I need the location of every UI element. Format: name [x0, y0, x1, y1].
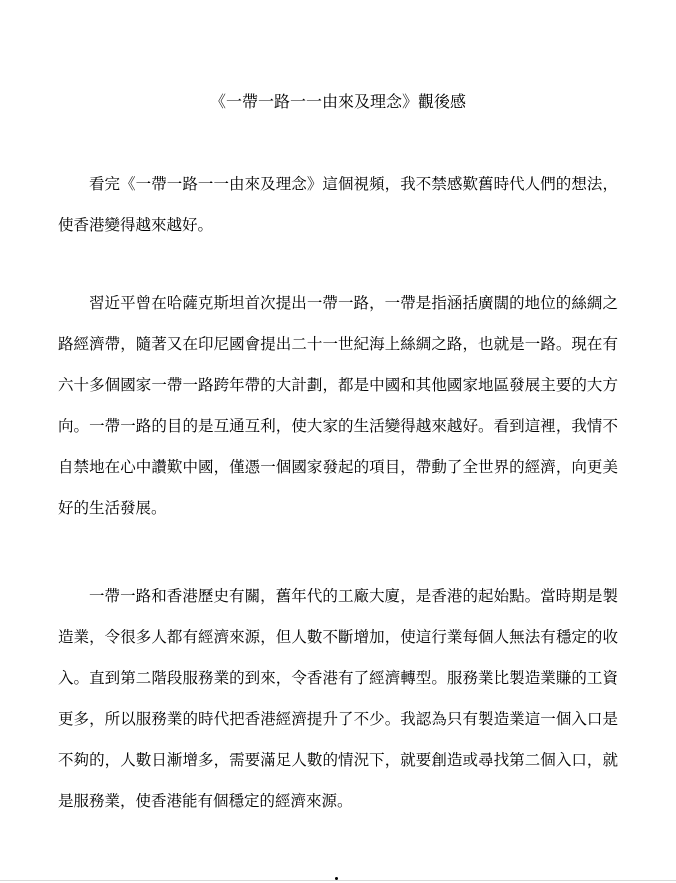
- page-bottom-divider: [0, 880, 676, 881]
- paragraph-belt-and-road: 習近平曾在哈薩克斯坦首次提出一帶一路，一帶是指涵括廣闊的地位的絲綢之路經濟帶，隨著又在印尼國會提出二十一世紀海上絲綢之路，也就是一路。現在有六十多個國家一帶一路跨年帶的大計劃，都是中國和其他國家地區發展主要的大方向。一帶一路的目的是互通互利，使大家的生活變得越來越好。看到這裡，我情不自禁地在心中讚歎中國，僅憑一個國家發起的項目，帶動了全世界的經濟，向更美好的生活發展。: [58, 294, 618, 517]
- paragraph-intro: 看完《一帶一路一一由來及理念》這個視頻，我不禁感歎舊時代人們的想法，使香港變得越來越好。: [58, 175, 618, 234]
- paragraph-hong-kong-history: 一帶一路和香港歷史有關，舊年代的工廠大廈，是香港的起始點。當時期是製造業，令很多人都有經濟來源，但人數不斷增加，使這行業每個人無法有穩定的收入。直到第二階段服務業的到來，令香港有了經濟轉型。服務業比製造業賺的工資更多，所以服務業的時代把香港經濟提升了不少。我認為只有製造業這一個入口是不夠的，人數日漸增多，需要滿足人數的情況下，就要創造或尋找第二個入口，就是服務業，使香港能有個穩定的經濟來源。: [58, 587, 618, 810]
- document-title: 《一帶一路一一由來及理念》觀後感: [209, 92, 466, 111]
- page-bottom-dot: [335, 877, 338, 880]
